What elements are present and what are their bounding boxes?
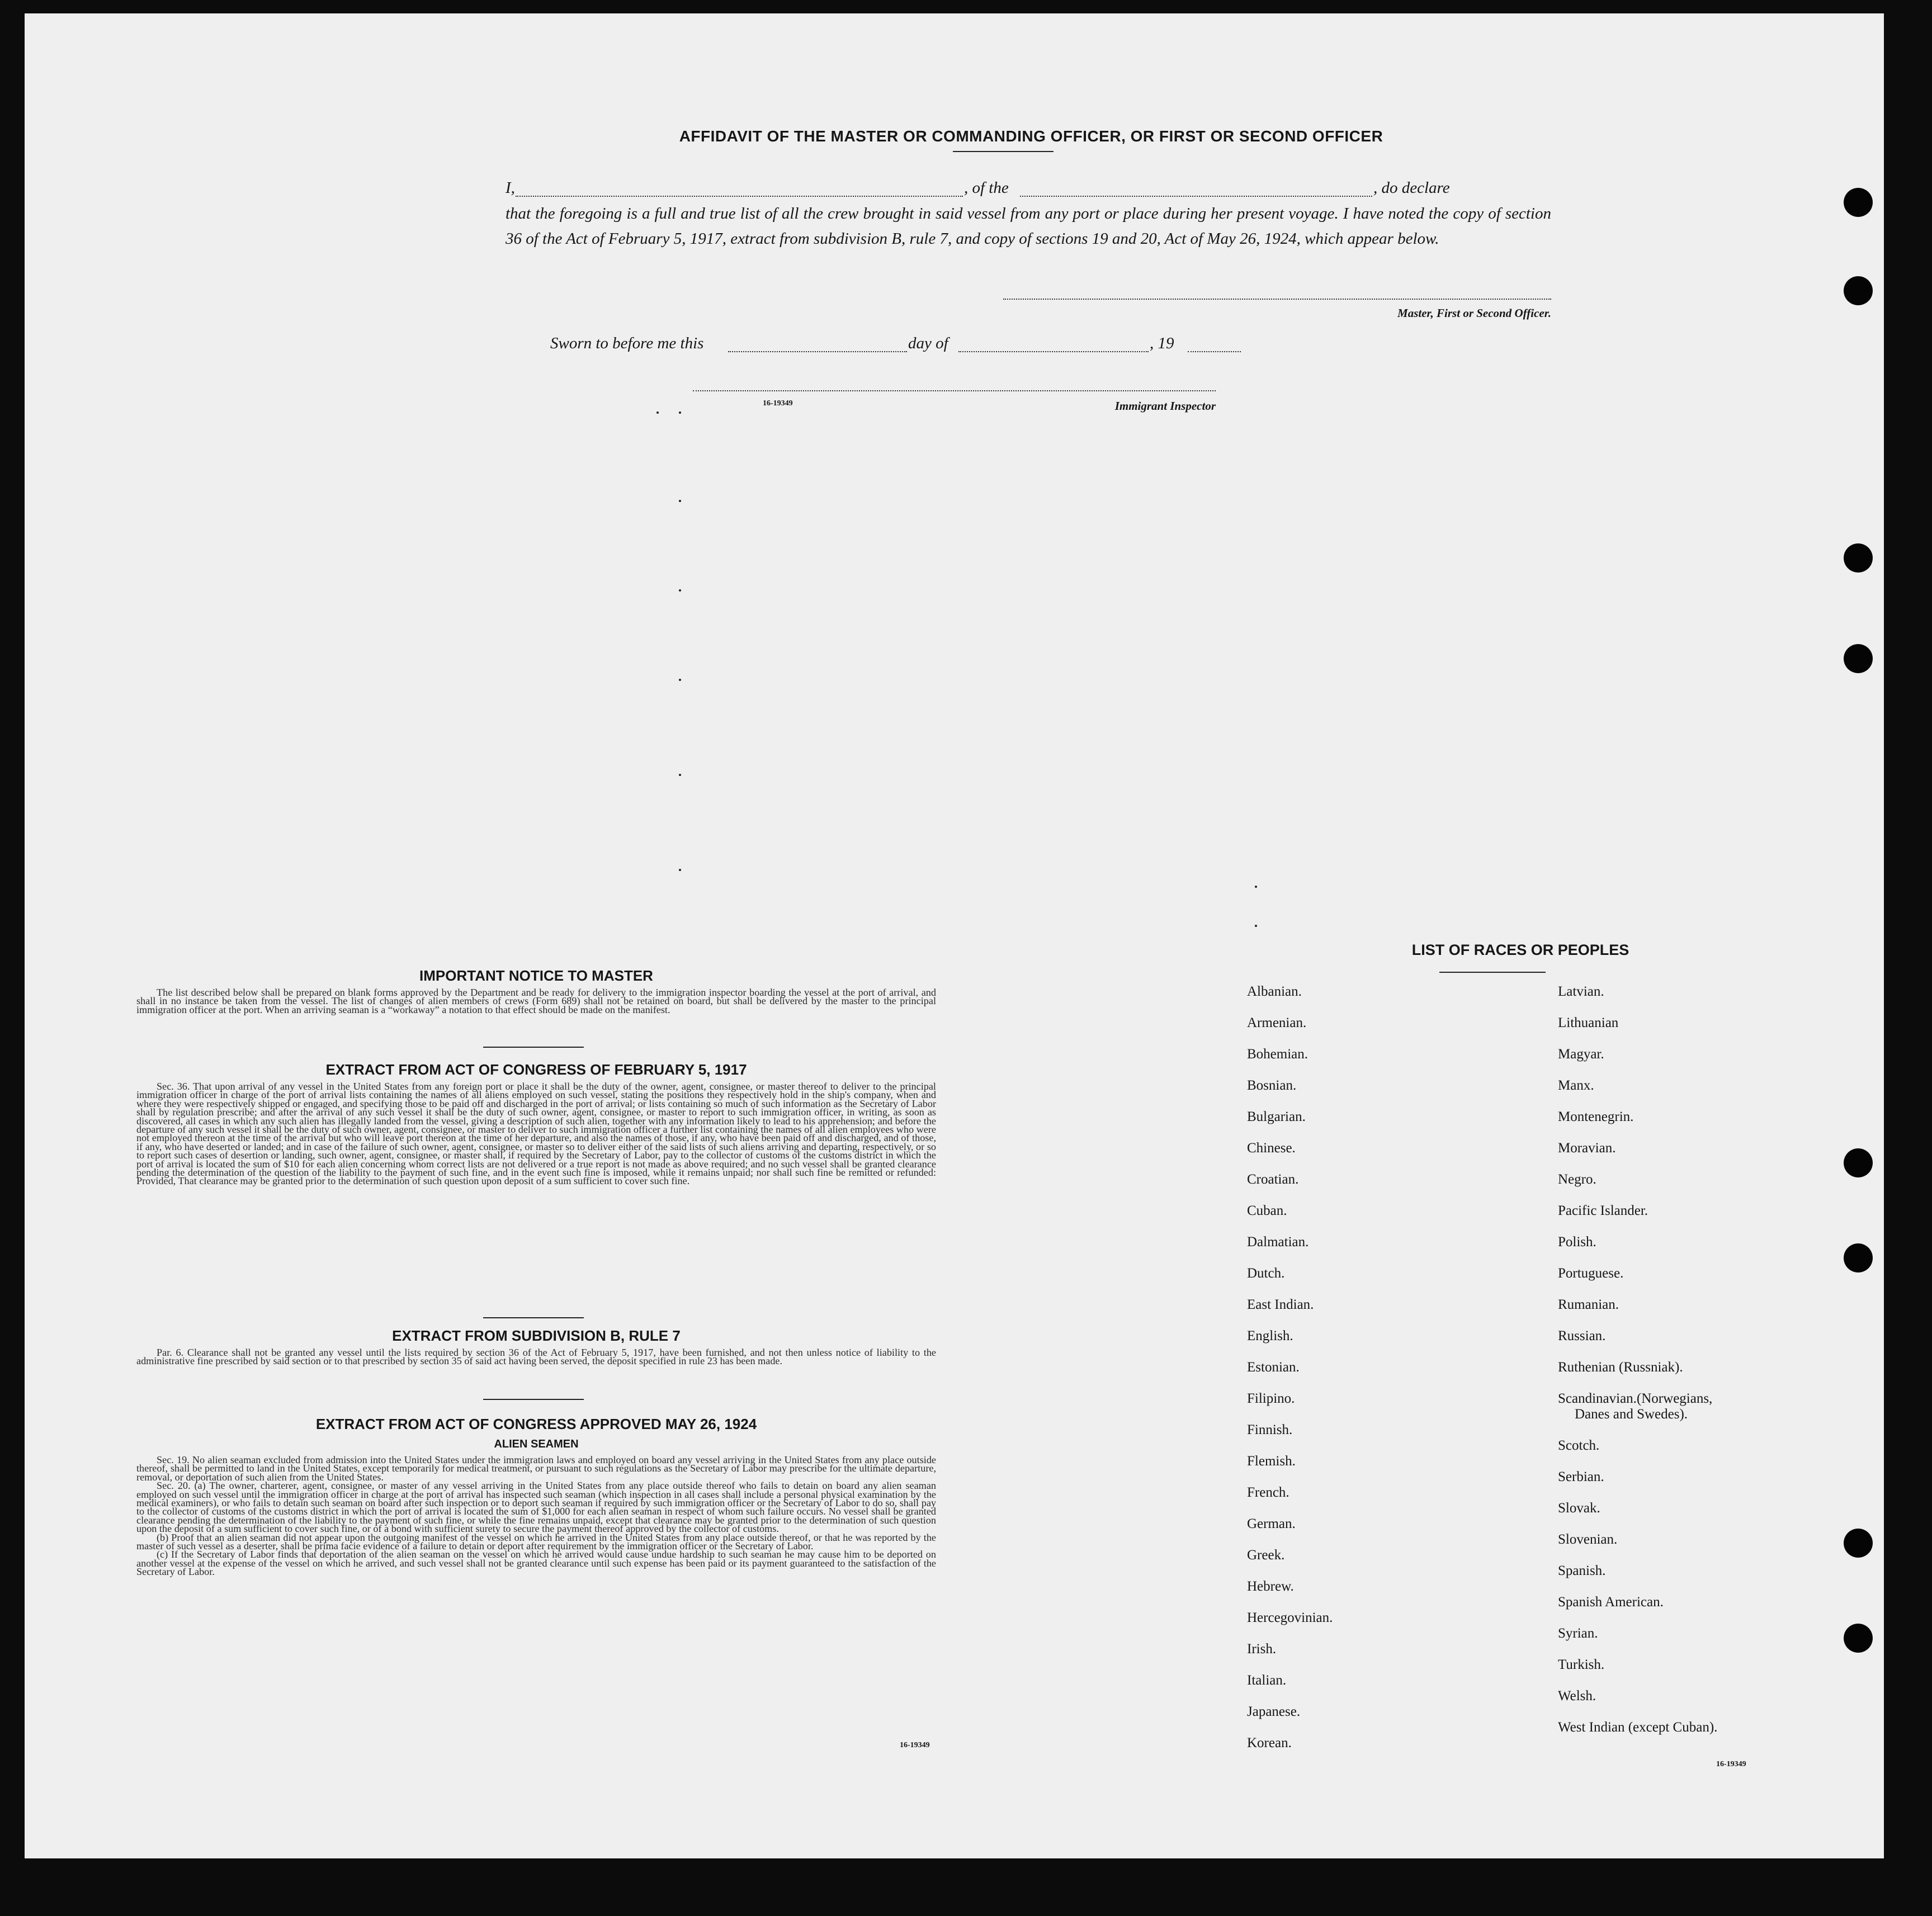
race-item: Dalmatian.	[1247, 1234, 1309, 1250]
of-the-label: , of the	[964, 179, 1009, 197]
race-item: Bohemian.	[1247, 1047, 1309, 1062]
punch-hole	[1844, 1243, 1873, 1272]
notice-title: IMPORTANT NOTICE TO MASTER	[419, 967, 653, 984]
master-signature-field[interactable]	[1003, 299, 1551, 300]
race-item: Welsh.	[1558, 1688, 1596, 1704]
sec-20b-paragraph: (b) Proof that an alien seaman did not appear upon the outgoing manifest of the vessel on which he arrived in the United States from any place outside thereof, or that he was reported by the master of such vessel as a deserter, shall be prima facie evidence of a failure to detain or deport after requirement by the immigration officer or the Secretary of Labor.	[136, 1531, 936, 1552]
extract-1917-title: EXTRACT FROM ACT OF CONGRESS OF FEBRUARY 5, 1917	[325, 1061, 747, 1078]
race-item: Portuguese.	[1558, 1266, 1624, 1281]
sec-20a-paragraph: Sec. 20. (a) The owner, charterer, agent, consignee, or master of any vessel arriving in the United States from any place outside thereof who fails to detain on board any alien seaman employed on such vessel until the immigration officer in charge at the port of arrival has inspected such seaman (which inspection in all cases shall include a personal physical examination by the medical examiners), or who fails to detain such seaman on board after such inspection or to deport such seaman if required by such immigration officer or the Secretary of Labor to do so, shall pay to the collector of customs of the customs district in which the port of arrival is located the sum of $1,000 for each alien seaman in respect of whom such failure occurs. No vessel shall be granted clearance pending the determination of the liability to the payment of such fine, or while the fine remains unpaid, except that clearance may be granted prior to the determination of such question upon the deposit of a sum sufficient to cover such fine, or of a bond with sufficient surety to secure the payment thereof approved by the collector of customs.	[136, 1480, 936, 1535]
speck	[679, 589, 681, 592]
do-declare-label: , do declare	[1373, 179, 1450, 197]
race-item: Pacific Islander.	[1558, 1203, 1648, 1218]
form-number: 16-19349	[1716, 1760, 1746, 1768]
form-sheet	[25, 13, 1884, 1858]
speck	[679, 679, 681, 681]
alien-seamen-subtitle: ALIEN SEAMEN	[494, 1438, 579, 1450]
name-field[interactable]	[516, 196, 963, 197]
race-item: Flemish.	[1247, 1454, 1296, 1469]
notice-body	[136, 988, 936, 1014]
race-item: Serbian.	[1558, 1469, 1604, 1484]
extract-1917-body	[136, 1082, 936, 1186]
i-label: I,	[506, 179, 515, 197]
race-item: Montenegrin.	[1558, 1109, 1634, 1124]
race-item: East Indian.	[1247, 1297, 1314, 1312]
sec-19-paragraph: Sec. 19. No alien seaman excluded from admission into the United States under the immigration laws and employed on board any vessel arriving in the United States from any place outside thereof, shall be permitted to land in the United States, except temporarily for medical treatment, or pursuant to such regulations as the Secretary of Labor may prescribe for the ultimate departure, removal, or deportation of such alien from the United States.	[136, 1454, 936, 1483]
race-item: Polish.	[1558, 1234, 1596, 1250]
sworn-label: Sworn to before me this	[550, 334, 704, 352]
race-item: Bulgarian.	[1247, 1109, 1306, 1124]
race-item: Cuban.	[1247, 1203, 1287, 1218]
punch-hole	[1844, 644, 1873, 673]
race-item: French.	[1247, 1485, 1289, 1500]
speck	[679, 774, 681, 776]
race-item: Chinese.	[1247, 1141, 1296, 1156]
race-item: Croatian.	[1247, 1172, 1299, 1187]
race-item: Ruthenian (Russniak).	[1558, 1360, 1683, 1375]
race-item: Latvian.	[1558, 984, 1604, 999]
race-item: Estonian.	[1247, 1360, 1300, 1375]
race-item: Moravian.	[1558, 1141, 1616, 1156]
race-item: Spanish American.	[1558, 1595, 1664, 1610]
declaration-body: that the foregoing is a full and true list of all the crew brought in said vessel from any port or place during her present voyage. I have noted the copy of section 36 of the Act of February 5, 1917, extract from subdivision B, rule 7, and copy of sections 19 and 20, Act of May 26, 1924, which appear below.	[506, 205, 1551, 248]
divider	[483, 1317, 584, 1318]
sworn-line	[550, 334, 1244, 357]
race-item: Rumanian.	[1558, 1297, 1619, 1312]
punch-hole	[1844, 1624, 1873, 1653]
extract-rule7-title: EXTRACT FROM SUBDIVISION B, RULE 7	[392, 1327, 681, 1344]
year-label: , 19	[1150, 334, 1174, 352]
race-item: Lithuanian	[1558, 1015, 1619, 1030]
races-title: LIST OF RACES OR PEOPLES	[1411, 942, 1629, 958]
race-item: Syrian.	[1558, 1626, 1598, 1641]
punch-hole	[1844, 1529, 1873, 1558]
speck	[679, 869, 681, 871]
speck	[656, 411, 659, 414]
race-item: Japanese.	[1247, 1704, 1301, 1719]
race-item: Magyar.	[1558, 1047, 1604, 1062]
sec-20c-paragraph: (c) If the Secretary of Labor finds that deportation of the alien seaman on the vessel on which he arrived would cause undue hardship to such seaman he may cause him to be deported on another vessel at the expense of the vessel on which he arrived, and such vessel shall not be granted clearance until such expense has been paid or its payment guaranteed to the satisfaction of the Secretary of Labor.	[136, 1549, 936, 1578]
race-item: Finnish.	[1247, 1422, 1293, 1437]
race-item: Korean.	[1247, 1735, 1292, 1751]
speck	[1255, 925, 1257, 927]
speck	[679, 411, 681, 414]
day-of-label: day of	[908, 334, 948, 352]
race-item: Italian.	[1247, 1673, 1287, 1688]
race-item: Bosnian.	[1247, 1078, 1297, 1093]
race-item: English.	[1247, 1328, 1293, 1343]
races-left-column	[1247, 976, 1333, 1759]
year-field[interactable]	[1188, 351, 1241, 352]
affidavit-title: AFFIDAVIT OF THE MASTER OR COMMANDING OFFICER, OR FIRST OR SECOND OFFICER	[679, 127, 1383, 145]
race-item: Manx.	[1558, 1078, 1594, 1093]
race-item: Albanian.	[1247, 984, 1302, 999]
form-number: 16-19349	[763, 399, 793, 408]
race-item: Dutch.	[1247, 1266, 1285, 1281]
races-right-column	[1558, 976, 1717, 1743]
speck	[679, 500, 681, 502]
race-item: Spanish.	[1558, 1563, 1606, 1578]
punch-hole	[1844, 1148, 1873, 1177]
race-item: West Indian (except Cuban).	[1558, 1720, 1718, 1735]
divider	[953, 151, 1054, 152]
race-item: Filipino.	[1247, 1391, 1295, 1406]
extract-1924-body	[136, 1456, 936, 1577]
form-number: 16-19349	[900, 1741, 930, 1749]
punch-hole	[1844, 188, 1873, 217]
speck	[1255, 886, 1257, 888]
race-item: Greek.	[1247, 1548, 1285, 1563]
race-item: Irish.	[1247, 1641, 1277, 1657]
day-field[interactable]	[728, 351, 907, 352]
extract-rule7-body	[136, 1349, 936, 1366]
race-item: Danes and Swedes).	[1575, 1407, 1688, 1422]
inspector-signature-field[interactable]	[693, 390, 1216, 391]
extract-1924-title: EXTRACT FROM ACT OF CONGRESS APPROVED MAY 26, 1924	[315, 1416, 757, 1432]
race-item: Slovenian.	[1558, 1532, 1618, 1547]
divider	[483, 1047, 584, 1048]
race-item: German.	[1247, 1516, 1296, 1531]
month-field[interactable]	[958, 351, 1149, 352]
section-36-paragraph: Sec. 36. That upon arrival of any vessel in the United States from any foreign port or place it shall be the duty of the owner, agent, consignee, or master thereof to deliver to the principal immigration officer in charge of the port of arrival lists containing the names of all aliens employed on such vessel, stating the positions they respectively hold in the ship's company, when and where they were respectively shipped or engaged, and specifying those to be paid off and discharged in the port of arrival; or lists containing so much of such information as the Secretary of Labor shall by regulation prescribe; and after the arrival of any such vessel it shall be the duty of such owner, agent, consignee, or master to report to such immigration officer, in writing, as soon as discovered, all cases in which any such alien has illegally landed from the vessel, giving a description of such alien, together with any information likely to lead to his apprehension; and before the departure of any such vessel it shall be the duty of such owner, agent, consignee, or master to deliver to such immigration officer a further list containing the names of all alien employees who were not employed thereon at the time of the arrival but who will leave port thereon at the time of her departure, and also the names of those, if any, who have been paid off and discharged, and of those, if any, who have deserted or landed; and in case of the failure of such owner, agent, consignee, or master so to deliver either of the said lists of such aliens arriving and departing, respectively, or so to report such cases of desertion or landing, such owner, agent, consignee, or master shall, if required by the Secretary of Labor, pay to the collector of customs of the customs district in which the port of arrival is located the sum of $10 for each alien concerning whom correct lists are not delivered or a true report is not made as above required; and no such vessel shall be granted clearance pending the determination of the question of the liability to the payment of such fine, and in the event such fine is imposed, while it remains unpaid; nor shall such fine be remitted or refunded: Provided, That clearance may be granted prior to the determination of such question upon deposit of a sum sufficient to cover such fine.	[136, 1081, 936, 1187]
race-item: Hercegovinian.	[1247, 1610, 1333, 1625]
par-6-paragraph: Par. 6. Clearance shall not be granted any vessel until the lists required by section 36 of the Act of February 5, 1917, have been furnished, and not then unless notice of liability to the administrative fine prescribed by said section or to that prescribed by section 35 of said act having been served, the deposit specified in rule 23 has been made.	[136, 1347, 936, 1367]
notice-paragraph: The list described below shall be prepared on blank forms approved by the Department and be ready for delivery to the immigration inspector boarding the vessel at the port of arrival, and shall in no instance be taken from the vessel. The list of changes of alien members of crews (Form 689) shall not be retained on board, but shall be delivered by the master to the principal immigration officer at the port. When an arriving seaman is a “workaway” a notation to that effect should be made on the manifest.	[136, 987, 936, 1015]
divider	[483, 1399, 584, 1400]
divider	[1439, 972, 1546, 973]
race-item: Slovak.	[1558, 1501, 1600, 1516]
declaration-line	[506, 179, 1551, 201]
race-item: Negro.	[1558, 1172, 1596, 1187]
punch-hole	[1844, 543, 1873, 573]
vessel-field[interactable]	[1020, 196, 1372, 197]
signature-caption: Master, First or Second Officer.	[1397, 306, 1551, 320]
punch-hole	[1844, 276, 1873, 305]
race-item: Scandinavian.(Norwegians,	[1558, 1391, 1713, 1406]
race-item: Russian.	[1558, 1328, 1606, 1343]
race-item: Turkish.	[1558, 1657, 1605, 1672]
race-item: Armenian.	[1247, 1015, 1307, 1030]
race-item: Hebrew.	[1247, 1579, 1294, 1594]
inspector-caption: Immigrant Inspector	[1114, 399, 1216, 413]
race-item: Scotch.	[1558, 1438, 1600, 1453]
